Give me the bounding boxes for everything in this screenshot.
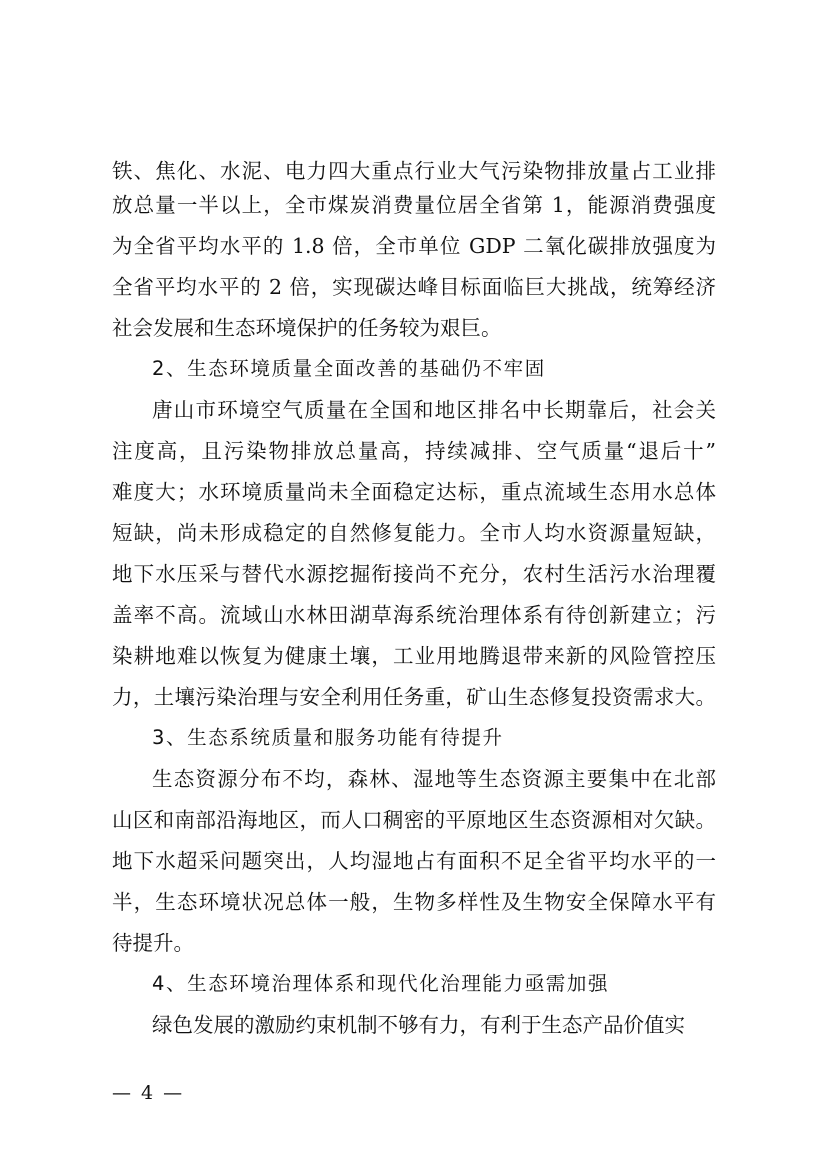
paragraph-line: 盖率不高。流域山水林田湖草海系统治理体系有待创新建立；污 xyxy=(112,603,716,627)
paragraph-line: 待提升。 xyxy=(112,931,194,955)
paragraph-line: 注度高，且污染物排放总量高，持续减排、空气质量“退后十” xyxy=(112,439,716,463)
paragraph-line: 铁、焦化、水泥、电力四大重点行业大气污染物排放量占工业排 xyxy=(112,159,716,183)
paragraph-line: 短缺，尚未形成稳定的自然修复能力。全市人均水资源量短缺， xyxy=(112,521,716,545)
section-heading-4: 4、生态环境治理体系和现代化治理能力亟需加强 xyxy=(152,972,610,995)
paragraph-line: 全省平均水平的 2 倍，实现碳达峰目标面临巨大挑战，统筹经济 xyxy=(112,275,716,299)
paragraph-line: 山区和南部沿海地区，而人口稠密的平原地区生态资源相对欠缺。 xyxy=(112,808,716,832)
paragraph-line: 力，土壤污染治理与安全利用任务重，矿山生态修复投资需求大。 xyxy=(112,685,716,709)
paragraph-line: 放总量一半以上，全市煤炭消费量位居全省第 1，能源消费强度 xyxy=(112,193,716,217)
paragraph-line: 地下水压采与替代水源挖掘衔接尚不充分，农村生活污水治理覆 xyxy=(112,562,716,586)
paragraph-line: 生态资源分布不均，森林、湿地等生态资源主要集中在北部 xyxy=(152,767,716,791)
paragraph-line: 唐山市环境空气质量在全国和地区排名中长期靠后，社会关 xyxy=(152,398,716,422)
paragraph-line: 染耕地难以恢复为健康土壤，工业用地腾退带来新的风险管控压 xyxy=(112,644,716,668)
section-heading-3: 3、生态系统质量和服务功能有待提升 xyxy=(152,726,504,749)
paragraph-line: 绿色发展的激励约束机制不够有力，有利于生态产品价值实 xyxy=(152,1013,685,1037)
paragraph-line: 难度大；水环境质量尚未全面稳定达标，重点流域生态用水总体 xyxy=(112,480,716,504)
paragraph-line: 地下水超采问题突出，人均湿地占有面积不足全省平均水平的一 xyxy=(112,849,716,873)
section-heading-2: 2、生态环境质量全面改善的基础仍不牢固 xyxy=(152,357,546,380)
paragraph-line: 社会发展和生态环境保护的任务较为艰巨。 xyxy=(112,316,502,340)
paragraph-line: 为全省平均水平的 1.8 倍，全市单位 GDP 二氧化碳排放强度为 xyxy=(112,234,716,258)
page-number: — 4 — xyxy=(112,1082,185,1104)
paragraph-line: 半，生态环境状况总体一般，生物多样性及生物安全保障水平有 xyxy=(112,890,716,914)
